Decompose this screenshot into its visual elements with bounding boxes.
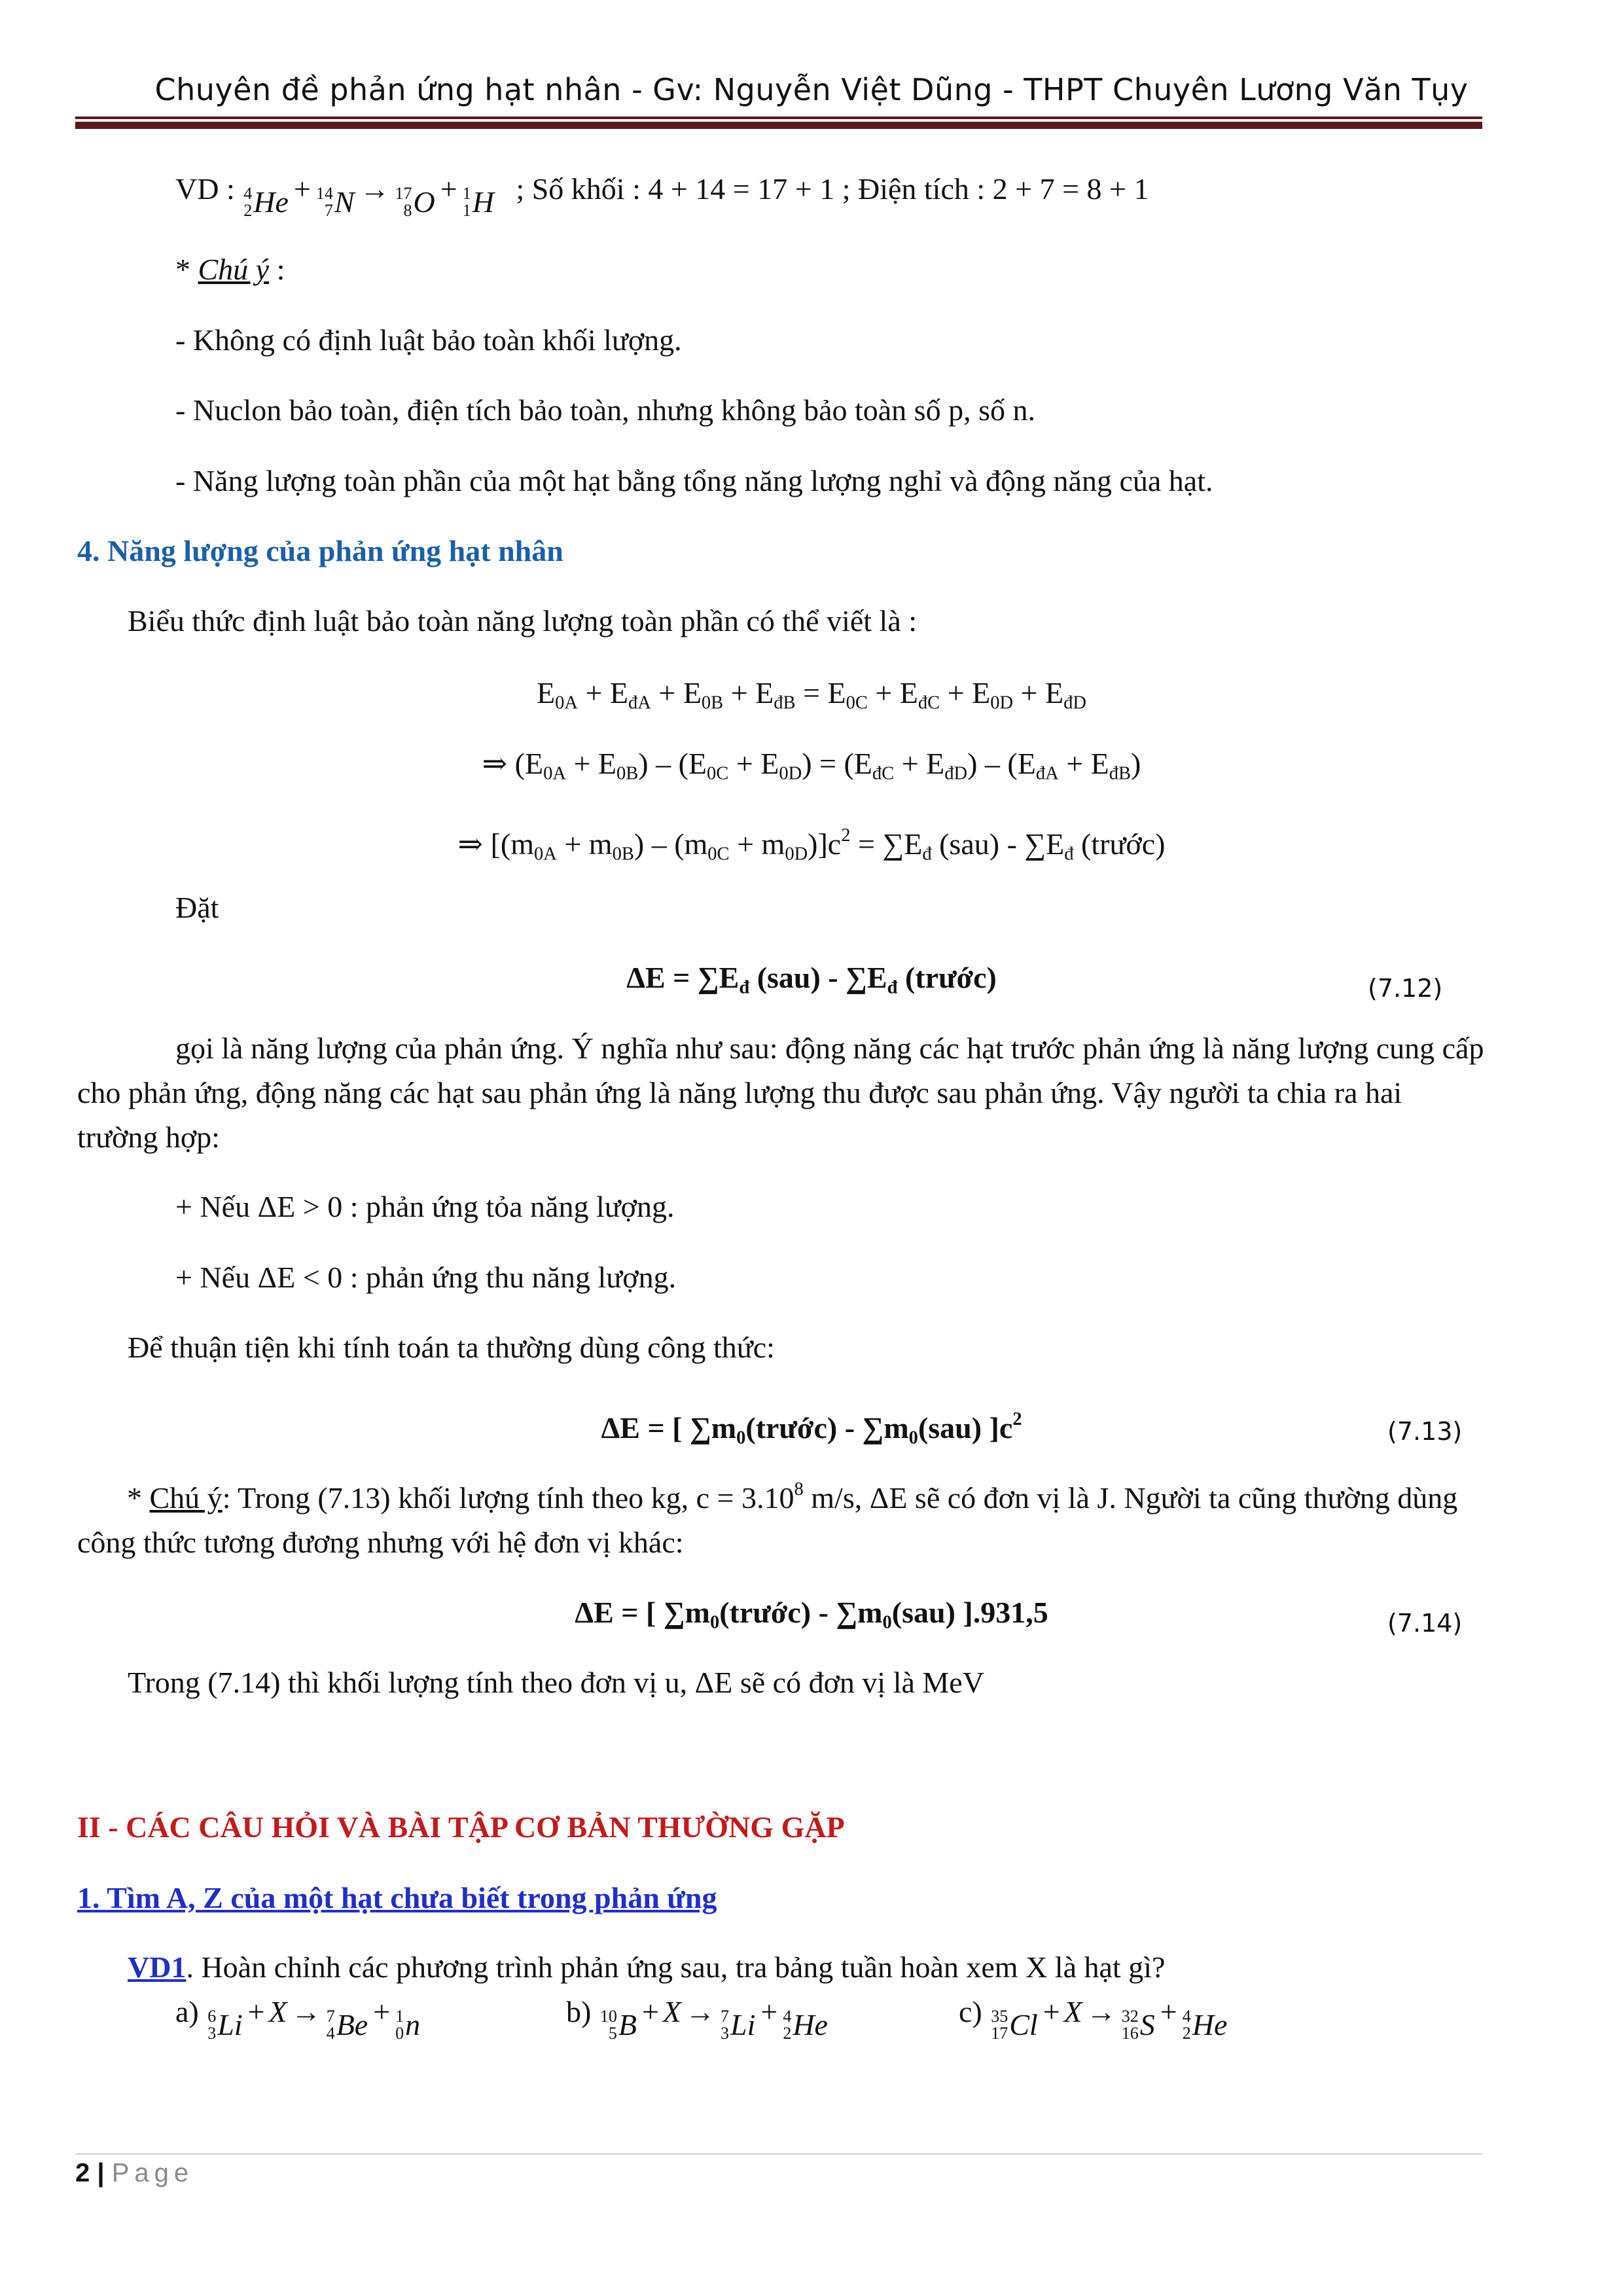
exercise-a: a) 6 3 Li + X → 7 4 Be + 1 0 n: [175, 1995, 421, 2043]
equation-7-12: $\Delta E = \sum E_đ$ $(sau) - \sum E_đ$ (trước): [626, 961, 997, 998]
nuclide-o: 17 8 O: [395, 184, 435, 220]
case-exothermic: + Nếu ΔE > 0 : phản ứng tỏa năng lượng.: [175, 1190, 675, 1223]
example-reaction-line: VD : 4 2 He + 14 7 N → 17 8 O + 1 1 H ; Số khối : 4 + 14 = 17 + 1 ; Điện tích : 2 + 7 = 8 + 1: [175, 167, 1149, 224]
page-footer: 2 | Page: [75, 2159, 194, 2187]
section-heading: 4. Năng lượng của phản ứng hạt nhân: [77, 534, 563, 567]
equation-number: (7.14): [1387, 1609, 1463, 1638]
note2-paragraph: * Chú ý: Trong (7.13) khối lượng tính theo kg, $c = 3.10^8$ m/s, ΔE sẽ có đơn vị là J. Người ta cũng thường dùng công thức tương đương nhưng với hệ đơn vị khác:: [77, 1479, 1458, 1559]
closing-text: Trong (7.14) thì khối lượng tính theo đơn vị u, ΔE sẽ có đơn vị là MeV: [128, 1666, 984, 1699]
header-rule-thin: [75, 117, 1482, 119]
note2-title: Chú ý: [149, 1480, 223, 1515]
page-word: Page: [111, 2159, 194, 2187]
page-number: 2: [75, 2159, 90, 2187]
nuclide-he: 4 2 He: [243, 184, 289, 220]
page-header-title: Chuyên đề phản ứng hạt nhân - Gv: Nguyễn Việt Dũng - THPT Chuyên Lương Văn Tụy: [154, 72, 1469, 107]
vd1-line: VD1. Hoàn chỉnh các phương trình phản ứng sau, tra bảng tuần hoàn xem X là hạt gì?: [128, 1950, 1166, 1984]
convenience-text: Để thuận tiện khi tính toán ta thường dùng công thức:: [128, 1331, 775, 1364]
note-item: - Không có định luật bảo toàn khối lượng.: [175, 323, 682, 357]
arrow-icon: →: [1086, 1995, 1116, 2028]
example-conservation: ; Số khối : 4 + 14 = 17 + 1 ; Điện tích : 2 + 7 = 8 + 1: [516, 172, 1149, 206]
exercise-c: c) 35 17 Cl + X → 32 16 S + 4 2 He: [959, 1995, 1228, 2043]
note-item: - Nuclon bảo toàn, điện tích bảo toàn, nhưng không bảo toàn số p, số n.: [175, 393, 1035, 427]
energy-equation-2: ⇒ $(E_{0A} + E_{0B}) - (E_{0C} + E_{0D}) = (E_{đC} + E_{đD}) - (E_{đA} + E_{đB})$: [482, 747, 1141, 784]
nuclide-n: 14 7 N: [315, 184, 355, 220]
part-heading: II - CÁC CÂU HỎI VÀ BÀI TẬP CƠ BẢN THƯỜNG GẶP: [77, 1810, 845, 1844]
header-rule-thick: [75, 122, 1482, 129]
meaning-paragraph: gọi là năng lượng của phản ứng. Ý nghĩa như sau: động năng các hạt trước phản ứng là năng lượng cung cấp cho phản ứng, động năng các hạt sau phản ứng là năng lượng thu được sau phản ứng. Vậy người ta chia ra hai trường hợp:: [77, 1031, 1484, 1154]
note-heading: * Chú ý :: [175, 253, 285, 286]
exercise-b: b) 10 5 B + X → 7 3 Li + 4 2 He: [566, 1995, 828, 2043]
section-intro: Biểu thức định luật bảo toàn năng lượng toàn phần có thể viết là :: [128, 604, 918, 637]
arrow-icon: →: [685, 1995, 715, 2028]
energy-equation-1: $E_{0A} + E_{đA} + E_{0B} + E_{đB} = E_{0C} + E_{đC} + E_{0D} + E_{đD}$: [537, 676, 1086, 713]
energy-equation-3: ⇒ $[(m_{0A} + m_{0B}) - (m_{0C} + m_{0D})]c^2 = \sum E_đ$ $(sau) - \sum E_đ$ (trước): [457, 825, 1166, 865]
nuclide-h: 1 1 H: [462, 184, 494, 220]
equation-7-13: ΔE = [ $\sum m_0(trước) - \sum m_0(sau)$ ]$c^2$: [601, 1409, 1022, 1448]
equation-number: (7.13): [1387, 1417, 1463, 1446]
dat-label: Đặt: [175, 891, 219, 924]
equation-number: (7.12): [1368, 974, 1443, 1003]
case-endothermic: + Nếu ΔE < 0 : phản ứng thu năng lượng.: [175, 1261, 677, 1294]
vd1-label: VD1: [128, 1950, 187, 1984]
note-title: Chú ý: [198, 253, 270, 286]
arrow-icon: →: [359, 172, 390, 206]
footer-rule: [75, 2153, 1482, 2155]
equation-7-14: ΔE = [ $\sum m_0(trước) - \sum m_0(sau)$ ].931,5: [575, 1596, 1048, 1633]
subsection-heading: 1. Tìm A, Z của một hạt chưa biết trong phản ứng: [77, 1881, 717, 1914]
note-item: - Năng lượng toàn phần của một hạt bằng tổng năng lượng nghỉ và động năng của hạt.: [175, 464, 1213, 497]
example-prefix: VD :: [175, 172, 235, 206]
arrow-icon: →: [291, 1995, 321, 2028]
